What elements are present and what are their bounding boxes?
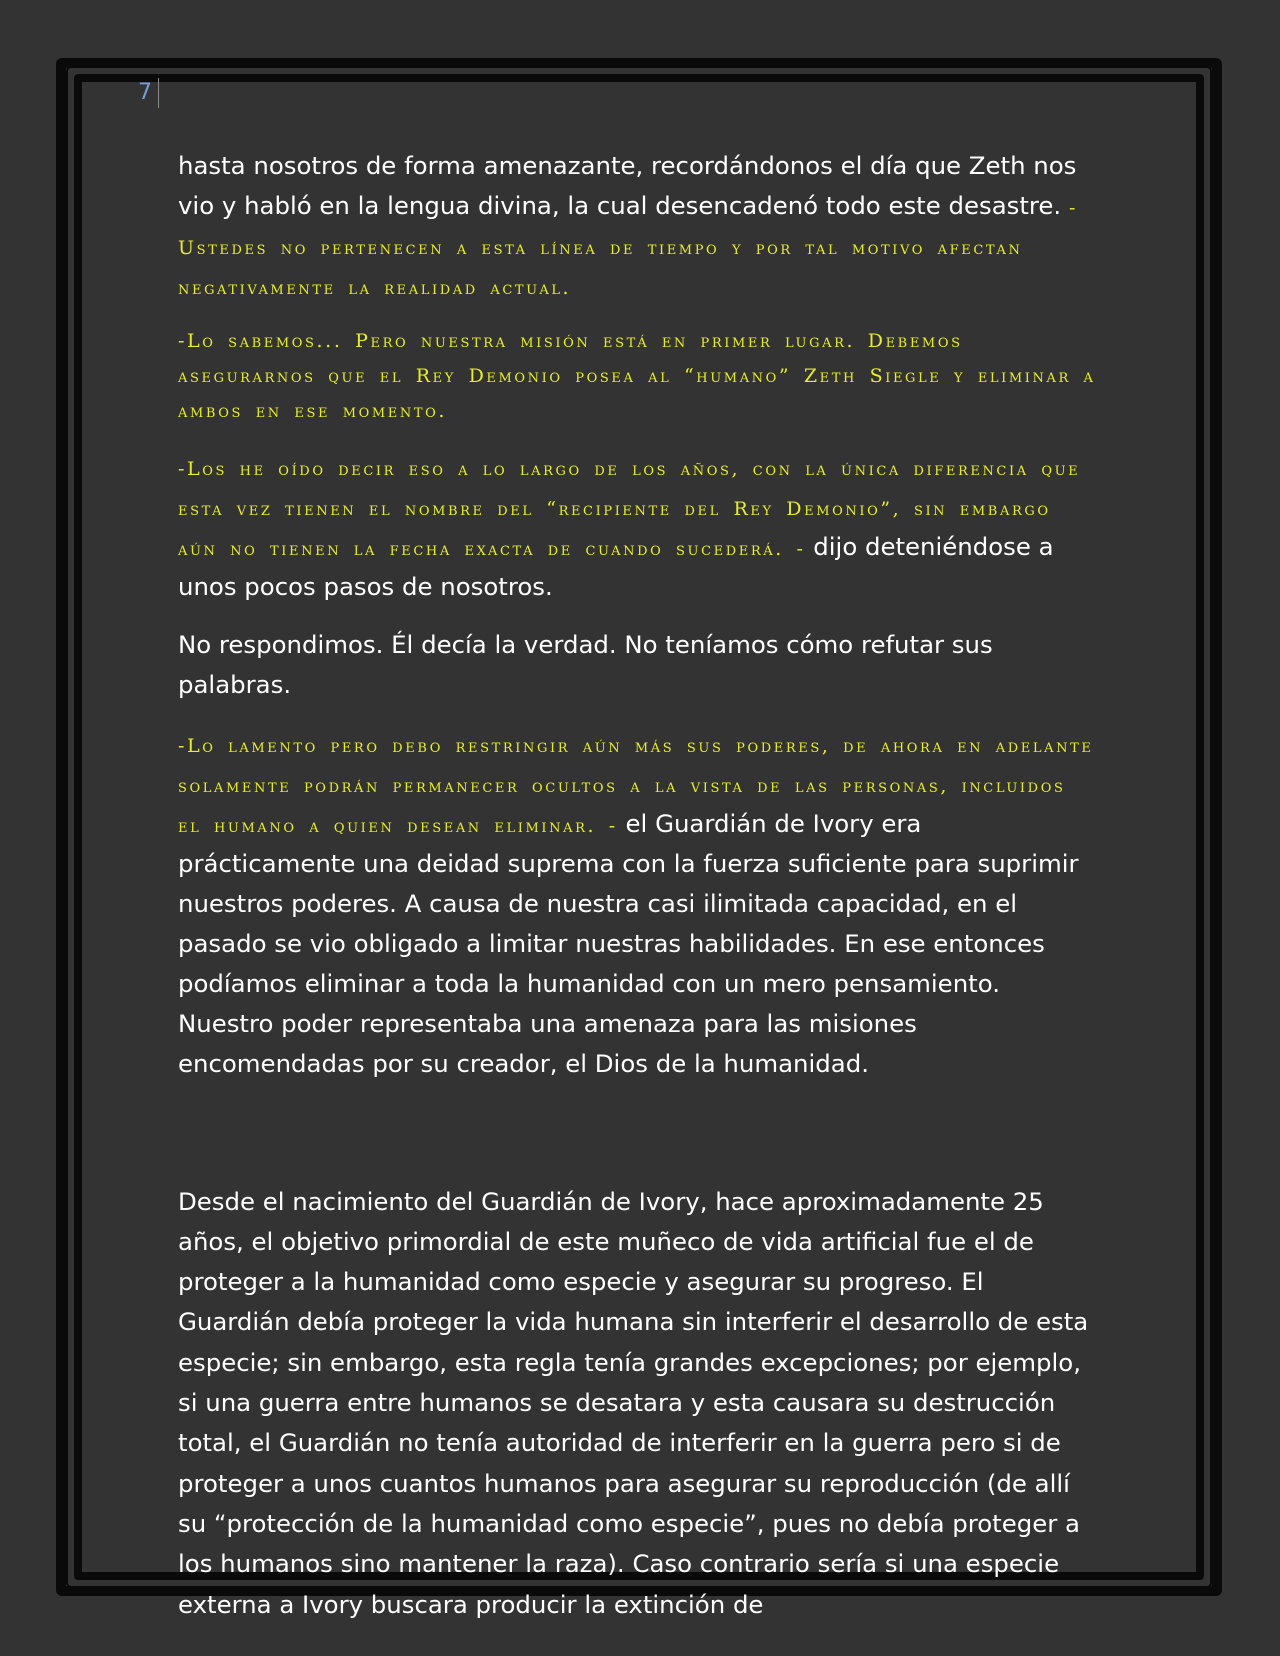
- dialogue-text: -Lo lamento pero debo restringir aún más sus poderes, de ahora en adelante solamente podrán permanecer ocultos a la vista de las personas, incluidos el humano a quien desean eliminar. -: [178, 734, 1094, 837]
- section-gap: [178, 1102, 1098, 1182]
- paragraph: [178, 724, 1098, 1084]
- narration-text: hasta nosotros de forma amenazante, recordándonos el día que Zeth nos vio y habló en la lengua divina, la cual desencadenó todo este desastre.: [178, 151, 1077, 220]
- page-number: 7: [138, 78, 159, 108]
- narration-paragraph: No respondimos. Él decía la verdad. No teníamos cómo refutar sus palabras.: [178, 630, 993, 700]
- paragraph: [178, 146, 1098, 306]
- page-content: [178, 146, 1098, 1643]
- dialogue-text: -Los he oído decir eso a lo largo de los años, con la única diferencia que esta vez tienen el nombre del “recipiente del Rey Demonio”, sin embargo aún no tienen la fecha exacta de cuando sucederá. -: [178, 458, 1081, 560]
- narration-paragraph: Desde el nacimiento del Guardián de Ivory, hace aproximadamente 25 años, el objetivo primordial de este muñeco de vida artificial fue el de proteger a la humanidad como especie y asegurar su progreso. El Guardián debía proteger la vida humana sin interferir el desarrollo de esta especie; sin embargo, esta regla tenía grandes excepciones; por ejemplo, si una guerra entre humanos se desatara y esta causara su destrucción total, el Guardián no tenía autoridad de interferir en la guerra pero si de proteger a unos cuantos humanos para asegurar su reproducción (de allí su “protección de la humanidad como especie”, pues no debía proteger a los humanos sino mantener la raza). Caso contrario sería si una especie externa a Ivory buscara producir la extinción de: [178, 1186, 1089, 1619]
- narration-text: el Guardián de Ivory era prácticamente una deidad suprema con la fuerza suficiente para suprimir nuestros poderes. A causa de nuestra casi ilimitada capacidad, en el pasado se vio obligado a limitar nuestras habilidades. En ese entonces podíamos eliminar a toda la humanidad con un mero pensamiento. Nuestro poder representaba una amenaza para las misiones encomendadas por su creador, el Dios de la humanidad.: [178, 808, 1079, 1078]
- dialogue-text: -Ustedes no pertenecen a esta línea de tiempo y por tal motivo afectan negativamente la realidad actual.: [178, 197, 1078, 299]
- dialogue-paragraph: -Lo sabemos... Pero nuestra misión está en primer lugar. Debemos asegurarnos que el Rey Demonio posea al “humano” Zeth Siegle y eliminar a ambos en ese momento.: [178, 330, 1096, 422]
- narration-text: dijo deteniéndose a unos pocos pasos de nosotros.: [178, 532, 1054, 601]
- paragraph: [178, 447, 1098, 607]
